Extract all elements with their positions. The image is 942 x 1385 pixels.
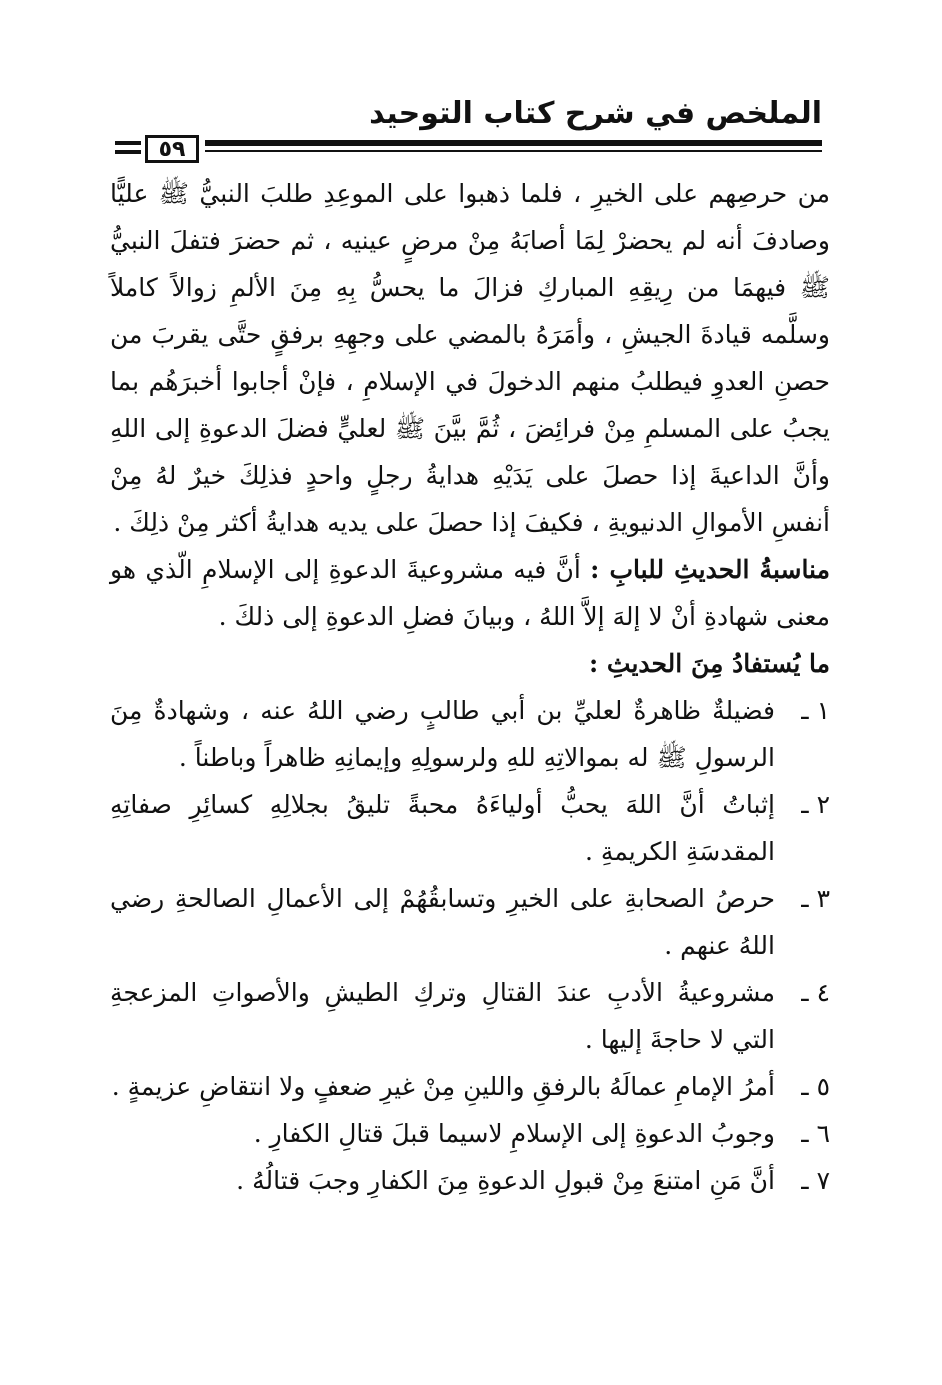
benefit-text: مشروعيةُ الأدبِ عندَ القتالِ وتركِ الطيشِ والأصواتِ المزعجةِ التي لا حاجةَ إليها . xyxy=(110,978,775,1054)
benefit-number: ٣ ـ xyxy=(801,884,830,913)
benefit-text: فضيلةٌ ظاهرةٌ لعليِّ بن أبي طالبٍ رضي اللهُ عنه ، وشهادةٌ مِنَ الرسولِ ﷺ له بموالاتِهِ للهِ ولرسولِهِ وإيمانِهِ ظاهراً وباطناً . xyxy=(110,696,775,772)
benefit-item-2 xyxy=(110,781,830,875)
benefit-item-1 xyxy=(110,687,830,781)
benefit-item-3 xyxy=(110,875,830,969)
header-rule-thick xyxy=(205,140,822,146)
benefit-item-7 xyxy=(110,1157,830,1204)
relevance-paragraph xyxy=(110,546,830,640)
page-body xyxy=(110,170,830,1204)
benefit-text: أنَّ مَنِ امتنعَ مِنْ قبولِ الدعوةِ مِنَ الكفارِ وجبَ قتالُهُ . xyxy=(236,1166,775,1195)
benefit-item-4 xyxy=(110,969,830,1063)
header-rule-thin xyxy=(205,150,822,152)
benefits-heading: ما يُستفادُ مِنَ الحديثِ : xyxy=(588,649,830,678)
page-number-dash-bottom xyxy=(115,150,141,154)
benefit-number: ٤ ـ xyxy=(801,978,830,1007)
benefit-number: ١ ـ xyxy=(801,696,830,725)
benefit-text: أمرُ الإمامِ عمالَهُ بالرفقِ واللينِ مِنْ غيرِ ضعفٍ ولا انتقاضِ عزيمةٍ . xyxy=(111,1072,775,1101)
relevance-label: مناسبةُ الحديثِ للبابِ : xyxy=(590,555,830,584)
page-number: ٥٩ xyxy=(145,135,199,163)
benefit-text: حرصُ الصحابةِ على الخيرِ وتسابقُهُمْ إلى الأعمالِ الصالحةِ رضي اللهُ عنهم . xyxy=(110,884,775,960)
benefit-number: ٦ ـ xyxy=(801,1119,830,1148)
book-title: الملخص في شرح كتاب التوحيد xyxy=(369,96,822,131)
relevance-text: أنَّ فيه مشروعيةَ الدعوةِ إلى الإسلامِ الّذي هو معنى شهادةِ أنْ لا إلهَ إلاَّ اللهُ ، وبيانَ فضلِ الدعوةِ إلى ذلكَ . xyxy=(110,555,830,631)
benefit-number: ٥ ـ xyxy=(801,1072,830,1101)
benefit-number: ٧ ـ xyxy=(801,1166,830,1195)
intro-paragraph: من حرصِهم على الخيرِ ، فلما ذهبوا على الموعِدِ طلبَ النبيُّ ﷺ عليًّا وصادفَ أنه لم يحضرْ لِمَا أصابَهُ مِنْ مرضٍ عينيه ، ثم حضرَ فتفلَ النبيُّ ﷺ فيهمَا من رِيقِهِ المباركِ فزالَ ما يحسُّ بِهِ مِنَ الألمِ زوالاً كاملاً وسلَّمه قيادةَ الجيشِ ، وأمَرَهُ بالمضي على وجهِهِ برفقٍ حتَّى يقربَ من حصنِ العدوِ فيطلبُ منهم الدخولَ في الإسلامِ ، فإنْ أجابوا أخبرَهُم بما يجبُ على المسلمِ مِنْ فرائِضَ ، ثُمَّ بيَّنَ ﷺ لعليٍّ فضلَ الدعوةِ إلى اللهِ وأنَّ الداعيةَ إذا حصلَ على يَدَيْهِ هدايةُ رجلٍ واحدٍ فذلِكَ خيرٌ لهُ مِنْ أنفسِ الأموالِ الدنيويةِ ، فكيفَ إذا حصلَ على يديه هدايةُ أكثر مِنْ ذلِكَ . xyxy=(110,179,830,537)
page-number-dash-top xyxy=(115,141,141,145)
benefit-text: إثباتُ أنَّ اللهَ يحبُّ أولياءَهُ محبةً تليقُ بجلالِهِ كسائِرِ صفاتِهِ المقدسَةِ الكريمةِ . xyxy=(110,790,775,866)
benefit-item-5 xyxy=(110,1063,830,1110)
benefit-item-6 xyxy=(110,1110,830,1157)
benefit-text: وجوبُ الدعوةِ إلى الإسلامِ لاسيما قبلَ قتالِ الكفارِ . xyxy=(253,1119,775,1148)
benefit-number: ٢ ـ xyxy=(801,790,830,819)
